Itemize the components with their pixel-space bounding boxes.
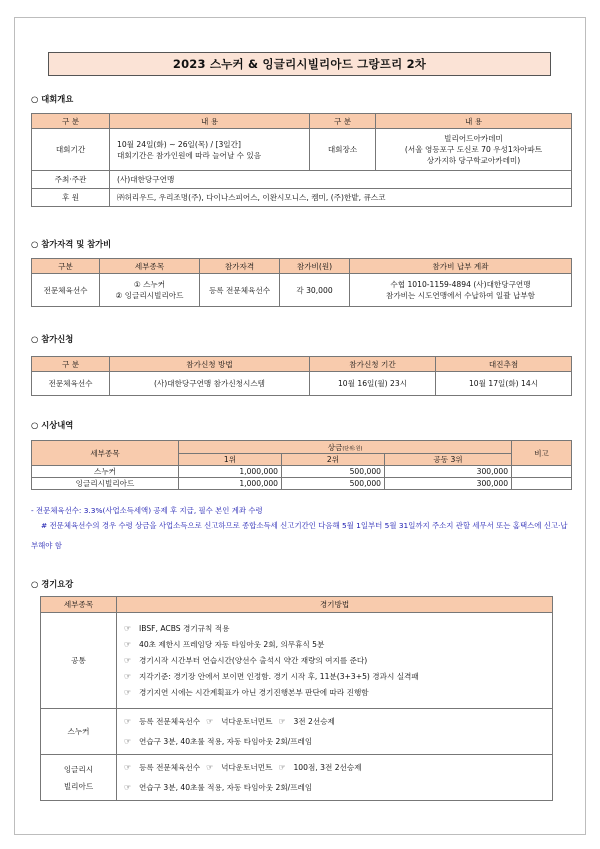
table-row — [32, 372, 572, 396]
table-row — [32, 274, 572, 307]
header-cell: 내 용 — [376, 114, 572, 129]
section-marker-icon: ○ — [31, 579, 39, 589]
list-item: ☞ IBSF, ACBS 경기규칙 적용 — [124, 621, 549, 637]
section-rules-heading: ○ 경기요강 — [31, 579, 74, 589]
sponsor-value: ㈜허리우드, 우리조명(주), 다이나스피어스, 이완시모니스, 켐미, (주)한밭, 큐스코 — [110, 189, 572, 207]
table-row — [32, 129, 572, 171]
prize-note-tax: - 전문체육선수: 3.3%(사업소득세액) 공제 후 지급, 필수 본인 계좌 수령 — [31, 506, 263, 515]
venue-label: 대회장소 — [310, 129, 376, 171]
prize-table — [31, 440, 572, 490]
list-item: ☞ 경기시작 시간부터 연습시간(양선수 출석시 약간 재량의 여지를 준다) — [124, 653, 549, 669]
header-cell: 공동 3위 — [385, 454, 512, 466]
list-item: ☞ 지각기준: 경기장 안에서 보이면 인정함. 경기 시작 후, 11분(3+3+5) 경과시 실격패 — [124, 669, 549, 685]
header-cell: 참가비 납부 계좌 — [350, 259, 572, 274]
table-row — [41, 709, 553, 755]
eligibility-table — [31, 258, 572, 307]
category-cell: 전문체육선수 — [32, 274, 100, 307]
pointer-icon: ☞ — [278, 716, 286, 726]
section-marker-icon: ○ — [31, 420, 39, 430]
category-cell: 전문체육선수 — [32, 372, 110, 396]
common-label: 공통 — [41, 613, 117, 709]
header-cell: 참가자격 — [200, 259, 280, 274]
pointer-icon: ☞ — [124, 655, 132, 665]
section-marker-icon: ○ — [31, 239, 39, 249]
snooker-label: 스누커 — [41, 709, 117, 755]
document-title-box — [48, 52, 551, 76]
pointer-icon: ☞ — [124, 623, 132, 633]
table-header-row — [32, 357, 572, 372]
pointer-icon: ☞ — [124, 687, 132, 697]
table-header-row — [32, 114, 572, 129]
overview-table — [31, 113, 572, 207]
header-cell: 상금(단위:원) — [179, 441, 512, 454]
header-cell: 구분 — [32, 259, 100, 274]
eligibility-cell: 등록 전문체육선수 — [200, 274, 280, 307]
rules-table — [40, 596, 553, 801]
table-row — [32, 189, 572, 207]
list-item: ☞ 연습구 3분, 40초룰 적용, 자동 타임아웃 2회/프레임 — [124, 778, 549, 798]
pointer-icon: ☞ — [206, 762, 214, 772]
application-table — [31, 356, 572, 396]
section-application-heading: ○ 참가신청 — [31, 334, 74, 344]
fee-cell: 각 30,000 — [280, 274, 350, 307]
header-cell: 세부종목 — [32, 441, 179, 466]
pointer-icon: ☞ — [206, 716, 214, 726]
pointer-icon: ☞ — [278, 762, 286, 772]
pointer-icon: ☞ — [124, 736, 132, 746]
header-cell: 참가신청 방법 — [110, 357, 310, 372]
prize-note-income: # 전문체육선수의 경우 수령 상금을 사업소득으로 신고하므로 종합소득세 신고기간인 다음해 5월 1일부터 5월 31일까지 주소지 관할 세무서 또는 홈택스에 신고·납부해야 함 — [31, 521, 568, 550]
header-cell: 세부종목 — [100, 259, 200, 274]
list-item: ☞ 경기지연 시에는 시간계획표가 아닌 경기진행본부 판단에 따라 진행함 — [124, 685, 549, 701]
pointer-icon: ☞ — [124, 671, 132, 681]
snooker-rules — [117, 709, 553, 755]
section-marker-icon: ○ — [31, 94, 39, 104]
period-label: 대회기간 — [32, 129, 110, 171]
header-cell: 세부종목 — [41, 597, 117, 613]
period-cell: 10월 16일(월) 23시 — [310, 372, 436, 396]
host-label: 주최·주관 — [32, 171, 110, 189]
list-item: ☞ 40초 제한시 프레임당 자동 타임아웃 2회, 의무휴식 5분 — [124, 637, 549, 653]
account-cell: 수협 1010-1159-4894 (사)대한당구연맹 참가비는 시도연맹에서 수납하여 일괄 납부함 — [350, 274, 572, 307]
section-overview-heading: ○ 대회개요 — [31, 94, 74, 104]
section-prize-heading: ○ 시상내역 — [31, 420, 74, 430]
table-row — [32, 171, 572, 189]
event-cell: ① 스누커 ② 잉글리시빌리아드 — [100, 274, 200, 307]
table-header-row — [32, 259, 572, 274]
header-cell: 구 분 — [32, 114, 110, 129]
table-row: 잉글리시빌리아드 1,000,000 500,000 300,000 — [32, 478, 572, 490]
header-cell: 대진추첨 — [436, 357, 572, 372]
sponsor-label: 후 원 — [32, 189, 110, 207]
header-cell: 참가비(원) — [280, 259, 350, 274]
section-eligibility-heading: ○ 참가자격 및 참가비 — [31, 239, 112, 249]
pointer-icon: ☞ — [124, 782, 132, 792]
pointer-icon: ☞ — [124, 716, 132, 726]
method-cell: (사)대한당구연맹 참가신청시스템 — [110, 372, 310, 396]
common-rules — [117, 613, 553, 709]
header-cell: 2위 — [282, 454, 385, 466]
table-header-row — [41, 597, 553, 613]
section-marker-icon: ○ — [31, 334, 39, 344]
header-cell: 경기방법 — [117, 597, 553, 613]
list-item: ☞ 등록 전문체육선수 ☞ 넉다운토너먼트 ☞ 3전 2선승제 — [124, 712, 549, 732]
draw-cell: 10월 17일(화) 14시 — [436, 372, 572, 396]
english-billiards-label: 잉글리시 빌리아드 — [41, 755, 117, 801]
header-cell: 구 분 — [310, 114, 376, 129]
table-row — [41, 755, 553, 801]
header-cell: 내 용 — [110, 114, 310, 129]
header-cell: 1위 — [179, 454, 282, 466]
list-item: ☞ 연습구 3분, 40초룰 적용, 자동 타임아웃 2회/프레임 — [124, 732, 549, 752]
table-row: 스누커 1,000,000 500,000 300,000 — [32, 466, 572, 478]
host-value: (사)대한당구연맹 — [110, 171, 572, 189]
period-value: 10월 24일(화) ~ 26일(목) / [3일간] 대회기간은 참가인원에 따라 늘어날 수 있음 — [110, 129, 310, 171]
table-row — [41, 613, 553, 709]
english-billiards-rules — [117, 755, 553, 801]
header-cell: 참가신청 기간 — [310, 357, 436, 372]
pointer-icon: ☞ — [124, 639, 132, 649]
list-item: ☞ 등록 전문체육선수 ☞ 넉다운토너먼트 ☞ 100점, 3전 2선승제 — [124, 758, 549, 778]
pointer-icon: ☞ — [124, 762, 132, 772]
header-cell: 비고 — [512, 441, 572, 466]
header-cell: 구 분 — [32, 357, 110, 372]
document-title: 2023 스누커 & 잉글리시빌리아드 그랑프리 2차 — [172, 57, 427, 71]
table-header-row — [32, 441, 572, 454]
venue-value: 빌리어드아카데미 (서울 영등포구 도신로 70 우성1차아파트 상가지하 당구학교아카데미) — [376, 129, 572, 171]
